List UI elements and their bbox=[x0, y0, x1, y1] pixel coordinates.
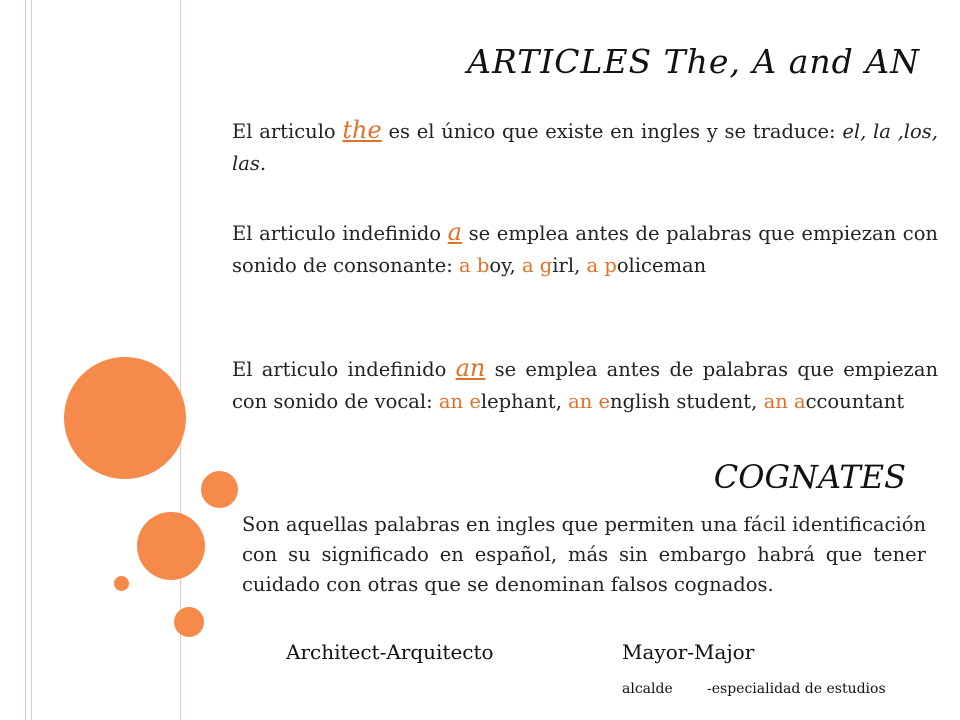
frame-line-left bbox=[25, 0, 26, 720]
paragraph-a: El articulo indefinido a se emplea antes de palabras que empiezan con sonido de consonante: a boy, a girl, a policeman bbox=[232, 218, 938, 277]
cognates-title: COGNATES bbox=[713, 458, 906, 496]
paragraph-the bbox=[232, 114, 938, 180]
example-letter: e bbox=[598, 390, 611, 413]
example-article: an bbox=[438, 390, 464, 413]
circle-small-right bbox=[174, 607, 204, 637]
example-letter: a bbox=[793, 390, 806, 413]
example-rest: ccountant bbox=[805, 390, 905, 413]
note-especialidad: -especialidad de estudios bbox=[707, 681, 886, 697]
p2-middle: se emplea antes de palabras que empiezan con sonido de consonante: bbox=[232, 222, 938, 277]
example-rest: irl bbox=[552, 254, 575, 277]
circle-large bbox=[64, 357, 186, 479]
translation: el, la ,los, las. bbox=[232, 120, 938, 175]
keyword-the: the bbox=[342, 116, 382, 144]
circle-small bbox=[114, 576, 129, 591]
paragraph-an: El articulo indefinido an se emplea antes de palabras que empiezan con sonido de vocal: an elephant, an english student, an accountant bbox=[232, 354, 938, 413]
example-letter: g bbox=[539, 254, 553, 277]
frame-line-mid bbox=[31, 0, 32, 720]
example-article: an bbox=[763, 390, 788, 413]
p3-middle: se emplea antes de palabras que empiezan con sonido de vocal: bbox=[232, 358, 938, 413]
example-article: an bbox=[568, 390, 593, 413]
cognates-text: Son aquellas palabras en ingles que permiten una fácil identificación con su significado en español, más sin embargo habrá que tener cuidado con otras que se denominan falsos cognados. bbox=[242, 513, 926, 596]
example-article: a bbox=[459, 254, 471, 277]
slide-title: ARTICLES The, A and AN bbox=[467, 42, 920, 81]
example-rest: oy bbox=[489, 254, 510, 277]
example-article: a bbox=[586, 254, 599, 277]
keyword-a: a bbox=[447, 218, 462, 246]
example-rest: oliceman bbox=[616, 254, 707, 277]
example-architect: Architect-Arquitecto bbox=[286, 640, 494, 664]
example-rest: lephant bbox=[480, 390, 556, 413]
example-letter: b bbox=[476, 254, 490, 277]
note-alcalde: alcalde bbox=[622, 681, 673, 697]
p1-middle: es el único que existe en ingles y se traduce: bbox=[381, 120, 843, 143]
p2-prefix: El articulo indefinido bbox=[232, 222, 448, 245]
example-rest: nglish student bbox=[610, 390, 752, 413]
example-article: a bbox=[521, 254, 534, 277]
p1-prefix: El articulo bbox=[232, 120, 343, 143]
example-mayor: Mayor-Major bbox=[622, 640, 755, 664]
example-letter: p bbox=[604, 254, 617, 277]
keyword-an: an bbox=[455, 354, 486, 382]
example-letter: e bbox=[469, 390, 481, 413]
circle-medium bbox=[201, 471, 238, 508]
p3-prefix: El articulo indefinido bbox=[232, 358, 456, 381]
circle-medium-large bbox=[137, 512, 205, 580]
